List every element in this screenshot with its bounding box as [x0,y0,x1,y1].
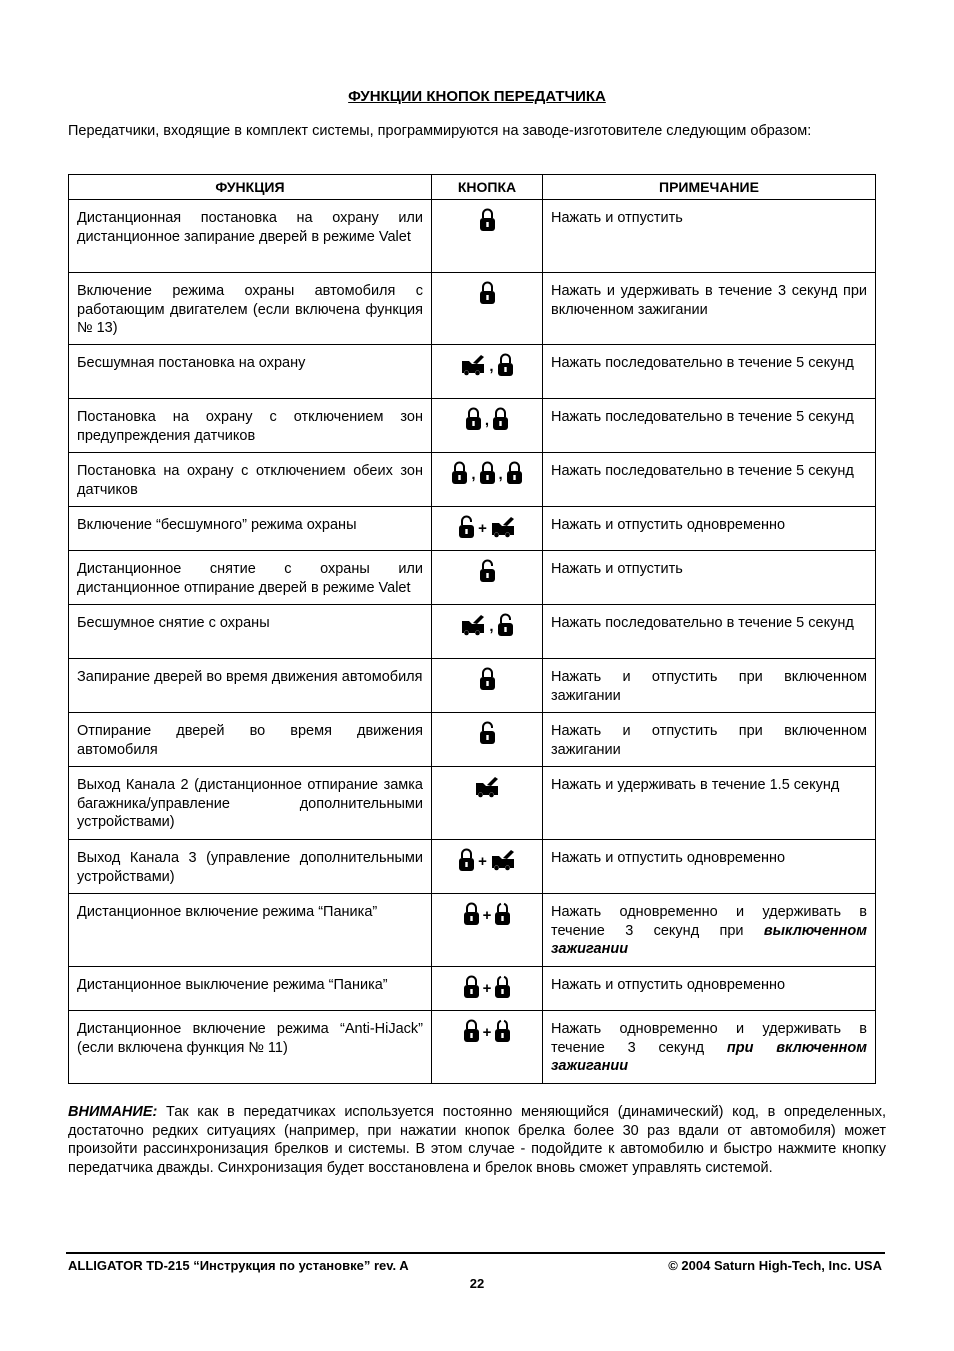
table-row [69,967,876,1011]
button-cell [432,399,543,453]
aux-icon [494,975,511,999]
note-cell [543,767,876,840]
note-text: Нажать одновременно и удерживать в течение 3 секунд [551,1021,867,1056]
button-separator: + [482,980,492,997]
header-button: КНОПКА [432,175,543,200]
header-function: ФУНКЦИЯ [69,175,432,200]
function-cell: Запирание дверей во время движения автомобиля [69,659,432,713]
note-cell [543,967,876,1011]
note-text: Нажать и отпустить [551,561,683,577]
header-note: ПРИМЕЧАНИЕ [543,175,876,200]
button-separator: , [489,358,494,375]
intro-paragraph: Передатчики, входящие в комплект системы, программируются на заводе-изготовителе следующим образом: [68,123,812,139]
button-separator: , [484,412,490,429]
footer-divider [66,1252,885,1254]
unlock-icon [479,721,496,745]
note-text: Нажать одновременно и удерживать в течение 3 секунд при [551,904,867,939]
function-cell: Постановка на охрану с отключением обеих зон датчиков [69,453,432,507]
button-separator: + [478,520,487,537]
note-text: Нажать последовательно в течение 5 секунд [551,409,854,425]
lock-icon [479,281,496,305]
warning-text: Так как в передатчиках используется постоянно меняющийся (динамический) код, в определенных, достаточно редких ситуациях (например, при нажатии кнопок брелка более 30 раз вдали от автомобиля) может произойти рассинхронизация брелков и системы. В этом случае - подойдите к автомобилю и быстро нажмите кнопку передатчика дважды. Синхронизация будет восстановлена и брелок вновь сможет управлять системой. [68,1104,886,1176]
table-row [69,894,876,967]
note-text: Нажать и удерживать в течение 1.5 секунд [551,777,840,793]
footer-copyright: © 2004 Saturn High-Tech, Inc. USA [668,1258,882,1273]
function-cell: Дистанционная постановка на охрану или дистанционное запирание дверей в режиме Valet [69,200,432,273]
button-cell [432,659,543,713]
button-cell [432,767,543,840]
page-title: ФУНКЦИИ КНОПОК ПЕРЕДАТЧИКА [348,88,606,105]
table-row [69,399,876,453]
function-cell: Бесшумное снятие с охраны [69,605,432,659]
note-text: Нажать и отпустить [551,210,683,226]
note-emphasis: при включенном зажигании [551,1039,867,1074]
button-cell [432,967,543,1011]
note-cell [543,659,876,713]
note-text: Нажать последовательно в течение 5 секунд [551,355,854,371]
table-header-row [69,175,876,200]
table-row [69,605,876,659]
button-cell [432,507,543,551]
note-text: Нажать последовательно в течение 5 секунд [551,463,854,479]
lock-icon [506,461,523,485]
note-cell [543,1011,876,1084]
note-cell [543,713,876,767]
note-cell [543,840,876,894]
table-row [69,200,876,273]
warning-paragraph [68,1103,886,1177]
button-separator: + [478,853,487,870]
table-row [69,273,876,345]
warning-label: ВНИМАНИЕ: [68,1104,158,1120]
table-row [69,713,876,767]
button-cell [432,453,543,507]
function-cell: Выход Канала 2 (дистанционное отпирание замка багажника/управление дополнительными устройствами) [69,767,432,840]
table-row [69,507,876,551]
table-row [69,551,876,605]
functions-table [68,174,876,1084]
lock-icon [463,1019,480,1043]
button-cell [432,713,543,767]
note-cell [543,345,876,399]
note-cell [543,200,876,273]
function-cell: Дистанционное включение режима “Anti-HiJack” (если включена функция № 11) [69,1011,432,1084]
button-separator: , [489,618,494,635]
lock-icon [465,407,482,431]
note-cell [543,273,876,345]
lock-icon [463,902,480,926]
function-cell: Включение режима охраны автомобиля с работающим двигателем (если включена функция № 13) [69,273,432,345]
note-text: Нажать и отпустить одновременно [551,517,786,533]
table-row [69,659,876,713]
note-text: Нажать и отпустить одновременно [551,977,786,993]
function-cell: Постановка на охрану с отключением зон предупреждения датчиков [69,399,432,453]
aux-icon [494,1019,511,1043]
note-text: Нажать и удерживать в течение 3 секунд при включенном зажигании [551,283,867,318]
lock-icon [479,208,496,232]
unlock-icon [479,559,496,583]
table-row [69,840,876,894]
function-cell: Дистанционное снятие с охраны или дистанционное отпирание дверей в режиме Valet [69,551,432,605]
lock-icon [479,667,496,691]
note-cell [543,894,876,967]
footer-title: ALLIGATOR TD-215 “Инструкция по установке” rev. A [68,1258,409,1273]
button-cell [432,1011,543,1084]
car-trunk-icon [474,775,500,799]
table-row [69,1011,876,1084]
page-number: 22 [469,1276,485,1291]
unlock-icon [458,515,475,539]
table-row [69,453,876,507]
table-row [69,345,876,399]
lock-icon [451,461,468,485]
lock-icon [479,461,496,485]
table-row [69,767,876,840]
note-cell [543,605,876,659]
lock-icon [492,407,509,431]
function-cell: Дистанционное включение режима “Паника” [69,894,432,967]
note-cell [543,551,876,605]
button-separator: , [498,466,503,483]
note-text: Нажать и отпустить при включенном зажигании [551,723,867,758]
button-cell [432,200,543,273]
car-trunk-icon [460,353,486,377]
car-trunk-icon [490,848,516,872]
button-separator: , [471,466,476,483]
note-emphasis: выключенном зажигании [551,922,867,957]
function-cell: Выход Канала 3 (управление дополнительными устройствами) [69,840,432,894]
function-cell: Включение “бесшумного” режима охраны [69,507,432,551]
button-cell [432,605,543,659]
button-cell [432,894,543,967]
lock-icon [497,353,514,377]
car-trunk-icon [490,515,516,539]
note-text: Нажать и отпустить при включенном зажигании [551,669,867,704]
aux-icon [494,902,511,926]
note-cell [543,453,876,507]
button-cell [432,273,543,345]
lock-icon [458,848,475,872]
note-cell [543,399,876,453]
function-cell: Отпирание дверей во время движения автомобиля [69,713,432,767]
button-cell [432,345,543,399]
button-separator: + [482,1024,492,1041]
function-cell: Дистанционное выключение режима “Паника” [69,967,432,1011]
unlock-icon [497,613,514,637]
note-text: Нажать и отпустить одновременно [551,850,786,866]
button-cell [432,840,543,894]
note-text: Нажать последовательно в течение 5 секунд [551,615,854,631]
button-cell [432,551,543,605]
button-separator: + [482,907,492,924]
note-cell [543,507,876,551]
car-trunk-icon [460,613,486,637]
function-cell: Бесшумная постановка на охрану [69,345,432,399]
lock-icon [463,975,480,999]
